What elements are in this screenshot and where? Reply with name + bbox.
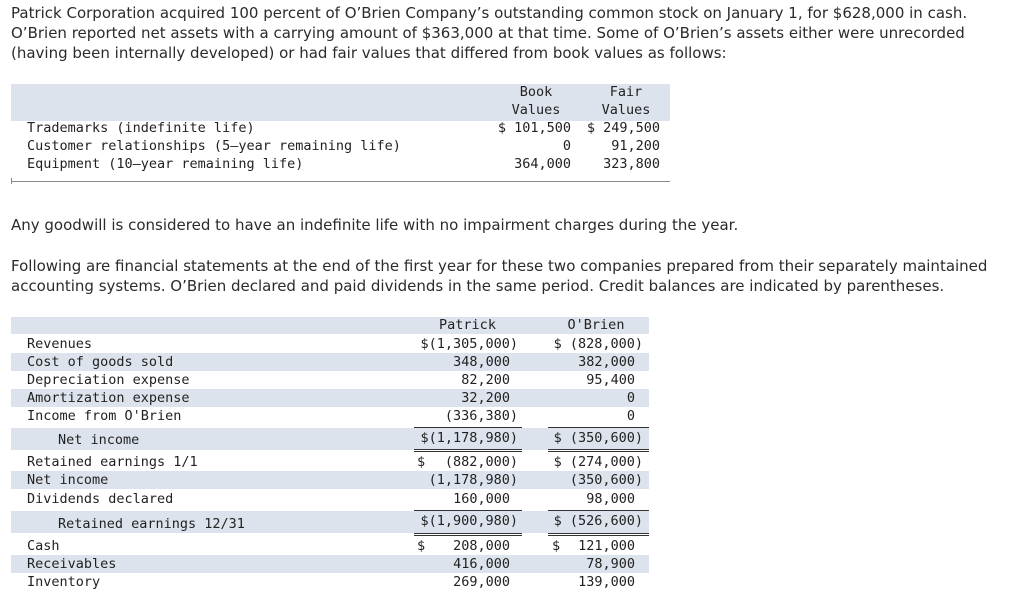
asset-label: Customer relationships (5–year remaining life) <box>27 138 401 154</box>
fin-row-label: Cash <box>27 538 60 554</box>
statements-intro <box>11 256 1011 296</box>
obrien-value: 382,000 <box>578 354 635 370</box>
patrick-value: (1,178,980) <box>428 472 518 488</box>
intro-line-3: (having been internally developed) or had fair values that differed from book values as follows: <box>11 44 727 62</box>
fair-value: $ 249,500 <box>586 120 660 136</box>
asset-label: Equipment (10–year remaining life) <box>27 156 304 172</box>
obrien-value: 98,000 <box>586 491 635 507</box>
obrien-dollar-sign: $ <box>552 538 561 554</box>
total-double-rule <box>548 533 649 536</box>
patrick-value: $(1,900,980) <box>420 513 518 529</box>
fin-row-label: Amortization expense <box>27 390 190 406</box>
goodwill-note: Any goodwill is considered to have an indefinite life with no impairment charges during the year. <box>11 216 739 234</box>
fin-row-label: Income from O'Brien <box>27 408 182 424</box>
intro-line-2: O’Brien reported net assets with a carrying amount of $363,000 at that time. Some of O’Brien’s assets either were unrecorded <box>11 24 965 42</box>
fair-value: 323,800 <box>603 156 660 172</box>
patrick-column-header: Patrick <box>439 317 496 333</box>
fin-row-label: Receivables <box>27 556 117 572</box>
patrick-value: 32,200 <box>461 390 510 406</box>
asset-table-bottom-rule <box>11 181 670 182</box>
fair-header-line1: Fair <box>609 84 643 100</box>
patrick-value: 348,000 <box>453 354 510 370</box>
patrick-dollar-sign: $ <box>417 538 426 554</box>
fin-row-label: Depreciation expense <box>27 372 190 388</box>
fin-row-label: Net income <box>27 472 109 488</box>
total-double-rule <box>548 449 649 452</box>
patrick-value: (336,380) <box>444 408 518 424</box>
fin-row-label: Revenues <box>27 336 93 352</box>
patrick-value: 269,000 <box>453 574 510 590</box>
subtotal-rule <box>414 427 522 428</box>
asset-label: Trademarks (indefinite life) <box>27 120 255 136</box>
fin-row-label: Inventory <box>27 574 101 590</box>
asset-table-corner <box>11 178 12 184</box>
patrick-value: 208,000 <box>453 538 510 554</box>
patrick-value: 160,000 <box>453 491 510 507</box>
subtotal-rule <box>548 510 649 511</box>
book-value: 364,000 <box>514 156 571 172</box>
patrick-value: $(1,178,980) <box>420 430 518 446</box>
obrien-value: 139,000 <box>578 574 635 590</box>
subtotal-rule <box>548 427 649 428</box>
obrien-value: $ (350,600) <box>553 430 643 446</box>
obrien-value: 0 <box>626 408 635 424</box>
fin-row-label: Net income <box>58 432 140 448</box>
obrien-value: (350,600) <box>569 472 643 488</box>
obrien-value: $ (526,600) <box>553 513 643 529</box>
intro-line-1: Patrick Corporation acquired 100 percent of O’Brien Company’s outstanding common stock on January 1, for $628,000 in cash. <box>11 4 968 22</box>
fin-row-label: Cost of goods sold <box>27 354 174 370</box>
subtotal-rule <box>414 510 522 511</box>
fin-row-label: Retained earnings 1/1 <box>27 454 198 470</box>
book-value: $ 101,500 <box>497 120 571 136</box>
obrien-value: 78,900 <box>586 556 635 572</box>
book-header-line2: Values <box>511 102 561 118</box>
statements-intro-line-1: Following are financial statements at the end of the first year for these two companies prepared from their separately maintained <box>11 257 988 275</box>
total-double-rule <box>414 449 522 452</box>
obrien-value: $ (828,000) <box>553 336 643 352</box>
obrien-value: $ (274,000) <box>553 454 643 470</box>
fin-row-label: Retained earnings 12/31 <box>58 516 245 532</box>
statements-intro-line-2: accounting systems. O’Brien declared and paid dividends in the same period. Credit balances are indicated by parentheses. <box>11 277 945 295</box>
fair-value: 91,200 <box>611 138 660 154</box>
book-header-line1: Book <box>519 84 553 100</box>
asset-table-header-band <box>11 84 670 121</box>
fair-header-line2: Values <box>601 102 651 118</box>
patrick-value: 416,000 <box>453 556 510 572</box>
patrick-value: 82,200 <box>461 372 510 388</box>
patrick-dollar-sign: $ <box>417 454 426 470</box>
patrick-value: $(1,305,000) <box>420 336 518 352</box>
intro-paragraph <box>11 3 1011 63</box>
total-double-rule <box>414 533 522 536</box>
obrien-column-header: O'Brien <box>567 317 625 333</box>
obrien-value: 95,400 <box>586 372 635 388</box>
obrien-value: 121,000 <box>578 538 635 554</box>
book-value: 0 <box>562 138 571 154</box>
patrick-value: (882,000) <box>444 454 518 470</box>
obrien-value: 0 <box>626 390 635 406</box>
fin-row-label: Dividends declared <box>27 491 174 507</box>
